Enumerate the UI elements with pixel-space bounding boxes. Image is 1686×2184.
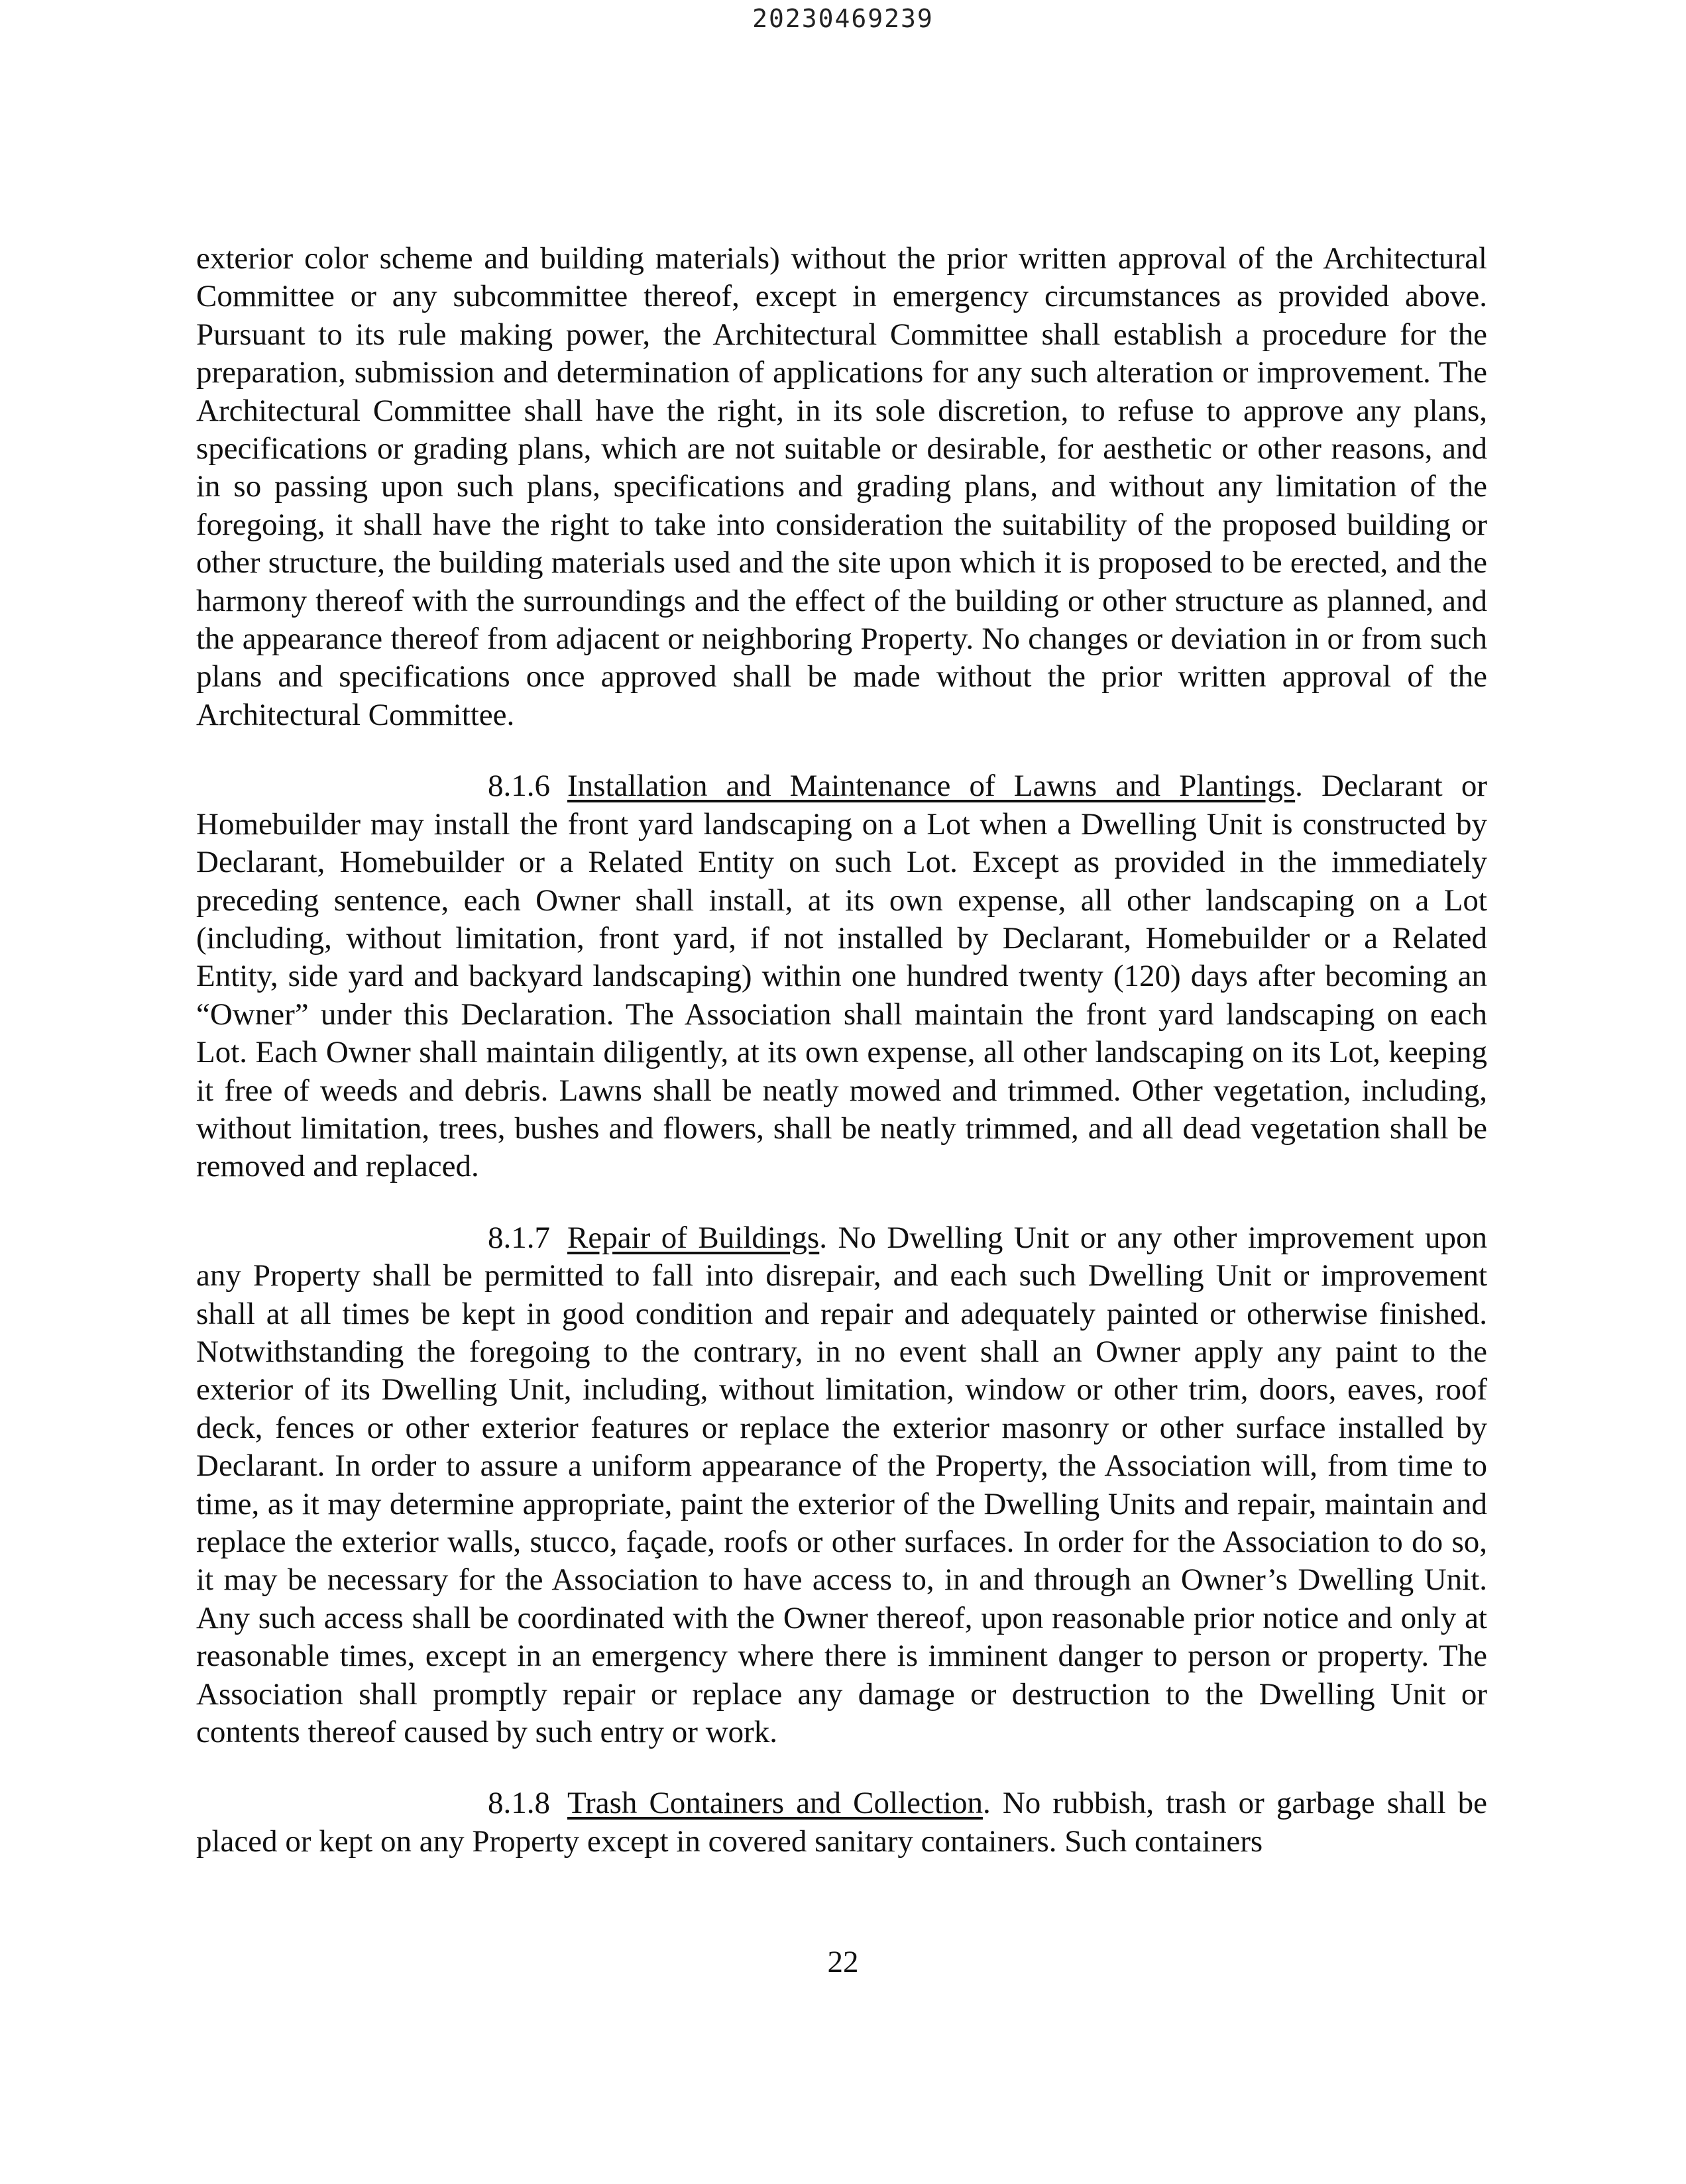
section-body: . No Dwelling Unit or any other improvement upon any Property shall be permitted to fall into disrepair, and each such Dwelling Unit or improvement shall at all times be kept in good condition and repair and adequately painted or otherwise finished. Notwithstanding the foregoing to the contrary, in no event shall an Owner apply any paint to the exterior of its Dwelling Unit, including, without limitation, window or other trim, doors, eaves, roof deck, fences or other exterior features or replace the exterior masonry or other surface installed by Declarant. In order to assure a uniform appearance of the Property, the Association will, from time to time, as it may determine appropriate, paint the exterior of the Dwelling Units and repair, maintain and replace the exterior walls, stucco, façade, roofs or other surfaces. In order for the Association to do so, it may be necessary for the Association to have access to, in and through an Owner’s Dwelling Unit. Any such access shall be coordinated with the Owner thereof, upon reasonable prior notice and only at reasonable times, except in an emergency where there is imminent danger to person or property. The Association shall promptly repair or replace any damage or destruction to the Dwelling Unit or contents thereof caused by such entry or work. xyxy=(196,1220,1488,1750)
page-number: 22 xyxy=(827,1945,859,1979)
document-number-stamp: 20230469239 xyxy=(752,4,934,33)
page-body xyxy=(196,240,1487,1861)
continuation-paragraph: exterior color scheme and building materials) without the prior written approval of the Architectural Committee or any subcommittee thereof, except in emergency circumstances as provided above. Pursuant to its rule making power, the Architectural Committee shall establish a procedure for the preparation, submission and determination of applications for any such alteration or improvement. The Architectural Committee shall have the right, in its sole discretion, to refuse to approve any plans, specifications or grading plans, which are not suitable or desirable, for aesthetic or other reasons, and in so passing upon such plans, specifications and grading plans, and without any limitation of the foregoing, it shall have the right to take into consideration the suitability of the proposed building or other structure, the building materials used and the site upon which it is proposed to be erected, and the harmony thereof with the surroundings and the effect of the building or other structure as planned, and the appearance thereof from adjacent or neighboring Property. No changes or deviation in or from such plans and specifications once approved shall be made without the prior written approval of the Architectural Committee. xyxy=(196,241,1487,732)
section-title: Installation and Maintenance of Lawns and Plantings xyxy=(567,769,1296,804)
section-8-1-7-paragraph xyxy=(196,1219,1487,1752)
section-number: 8.1.8 xyxy=(488,1786,550,1821)
section-body: . Declarant or Homebuilder may install the front yard landscaping on a Lot when a Dwelling Unit is constructed by Declarant, Homebuilder or a Related Entity on such Lot. Except as provided in the immediately preceding sentence, each Owner shall install, at its own expense, all other landscaping on a Lot (including, without limitation, front yard, if not installed by Declarant, Homebuilder or a Related Entity, side yard and backyard landscaping) within one hundred twenty (120) days after becoming an “Owner” under this Declaration. The Association shall maintain the front yard landscaping on each Lot. Each Owner shall maintain diligently, at its own expense, all other landscaping on its Lot, keeping it free of weeds and debris. Lawns shall be neatly mowed and trimmed. Other vegetation, including, without limitation, trees, bushes and flowers, shall be neatly trimmed, and all dead vegetation shall be removed and replaced. xyxy=(196,769,1487,1184)
section-body: . No rubbish, trash or garbage shall be placed or kept on any Property except in covered sanitary containers. Such containers xyxy=(196,1786,1487,1859)
section-8-1-6-paragraph xyxy=(196,767,1487,1185)
section-number: 8.1.7 xyxy=(488,1220,550,1255)
section-title: Repair of Buildings xyxy=(567,1220,820,1255)
section-number: 8.1.6 xyxy=(488,769,550,804)
section-title: Trash Containers and Collection xyxy=(567,1786,983,1821)
section-8-1-8-paragraph xyxy=(196,1784,1487,1861)
